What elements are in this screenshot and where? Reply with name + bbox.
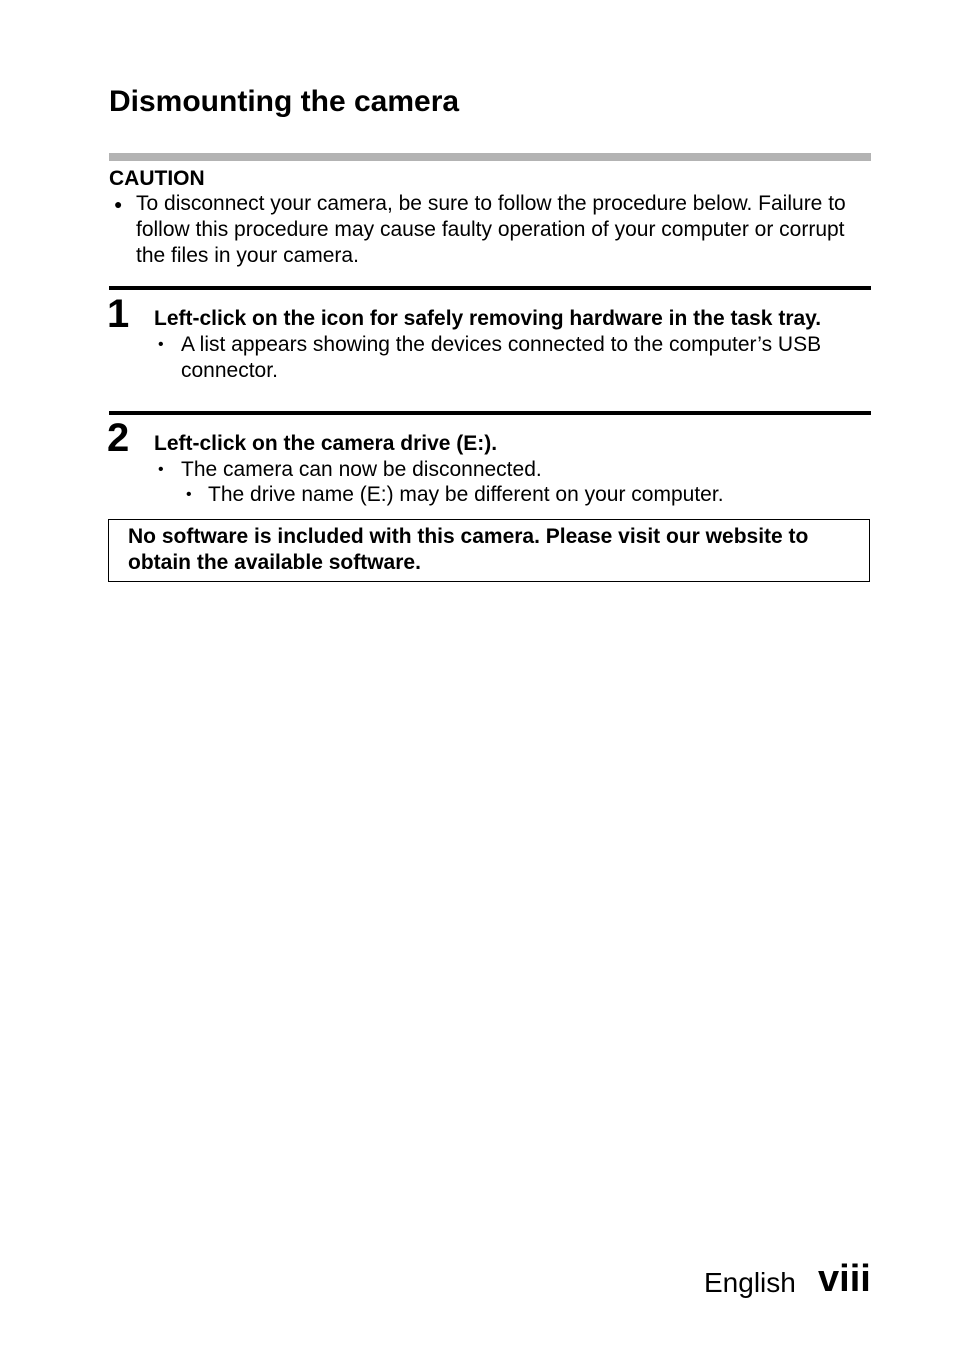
software-notice-box [108,519,870,582]
step-1-number: 1 [107,292,130,336]
step-2-note [154,457,871,483]
step-2-divider [109,411,871,415]
step-2-number: 2 [107,416,130,460]
step-1-note-text: A list appears showing the devices connected to the computer’s USB connector. [181,333,822,382]
step-2-subnote [181,482,871,508]
section-divider [109,153,871,161]
step-2-instruction: Left-click on the camera drive (E:). [154,432,498,455]
step-2-subnote-text: The drive name (E:) may be different on your computer. [208,483,724,506]
step-1-divider [109,286,871,290]
bullet-icon: ● [114,196,123,212]
software-notice-text: No software is included with this camera. Please visit our website to obtain the available software. [128,525,809,574]
bullet-icon: • [158,336,164,353]
bullet-icon: • [158,461,164,478]
step-1-instruction: Left-click on the icon for safely removing hardware in the task tray. [154,307,822,330]
page-title: Dismounting the camera [109,85,460,118]
caution-item [109,191,871,269]
page-number: viii [818,1258,871,1300]
footer-language: English [704,1267,796,1298]
step-2-note-text: The camera can now be disconnected. [181,458,542,481]
caution-text: To disconnect your camera, be sure to follow the procedure below. Failure to follow this procedure may cause faulty operation of your computer or corrupt the files in your camera. [136,192,846,267]
caution-heading: CAUTION [109,167,205,190]
bullet-icon: • [186,486,192,503]
step-1-note [154,332,871,384]
